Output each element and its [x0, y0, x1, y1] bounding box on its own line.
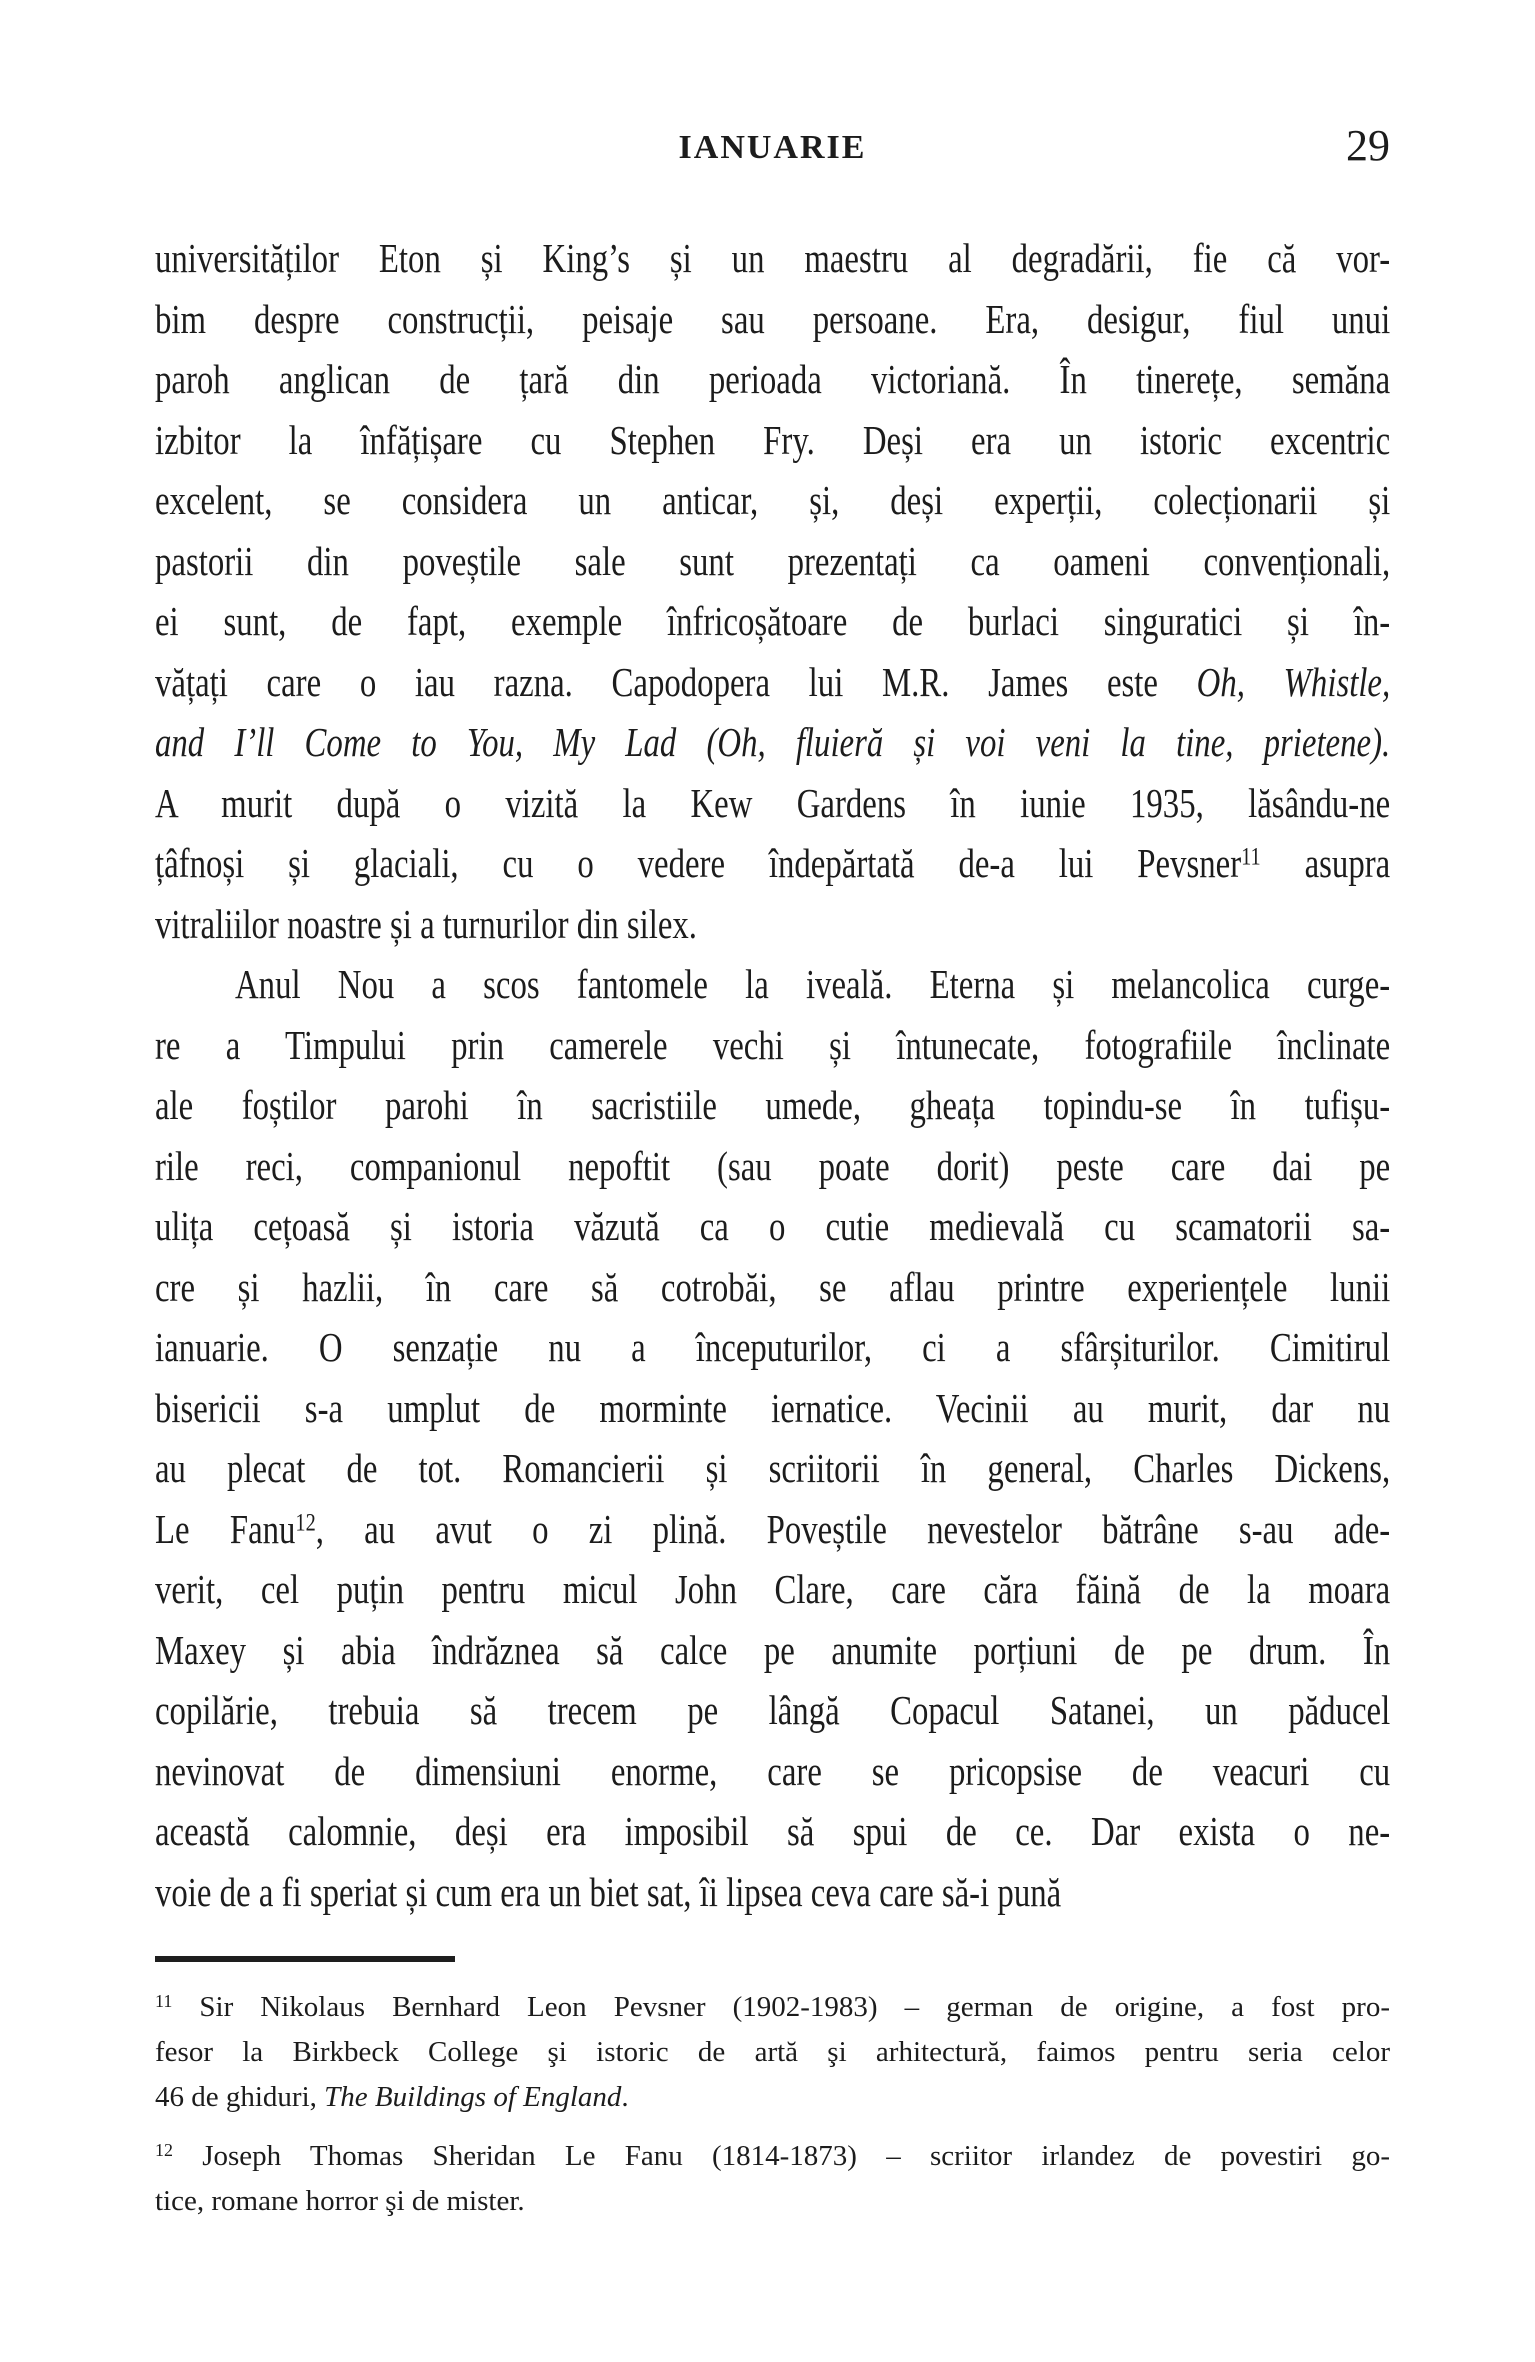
text-segment: Anul Nou a scos fantomele la iveală. Eterna și melancolica curge- — [235, 961, 1391, 1007]
text-segment: țâfnoși și glaciali, cu o vedere îndepărtată de-a lui Pevsner — [155, 840, 1242, 886]
text-segment: Le Fanu — [155, 1505, 296, 1552]
text-segment: 46 de ghiduri, — [155, 2081, 325, 2113]
text-line — [155, 289, 1390, 350]
text-line — [155, 1257, 1390, 1318]
text-segment: rile reci, companionul nepoftit (sau poate dorit) peste care dai pe — [155, 1142, 1391, 1189]
text-line — [155, 1317, 1390, 1378]
footnote — [155, 1985, 1390, 2120]
text-segment: Maxey și abia îndrăznea să calce pe anumite porțiuni de pe drum. În — [155, 1626, 1391, 1673]
text-segment: vățați care o iau razna. Capodopera lui M.R. James este — [155, 658, 1197, 705]
text-segment: Sir Nikolaus Bernhard Leon Pevsner (1902-1983) – german de origine, a fost pro- — [172, 1991, 1390, 2023]
text-line — [155, 1680, 1390, 1741]
text-line — [155, 591, 1390, 652]
running-header — [155, 121, 1390, 171]
text-segment: nevinovat de dimensiuni enorme, care se pricopsise de veacuri cu — [155, 1747, 1391, 1794]
text-segment: ianuarie. O senzație nu a începuturilor, ci a sfârșiturilor. Cimitirul — [155, 1324, 1391, 1370]
text-segment: bisericii s-a umplut de morminte iernatice. Vecinii au murit, dar nu — [155, 1384, 1391, 1431]
text-segment: pastorii din poveștile sale sunt prezentați ca oameni convenționali, — [155, 537, 1391, 584]
text-segment: A murit după o vizită la Kew Gardens în iunie 1935, lăsându-ne — [155, 779, 1391, 826]
footnote-reference: 12 — [295, 1507, 316, 1536]
text-line — [155, 410, 1390, 471]
text-segment: paroh anglican de țară din perioada victoriană. În tinerețe, semăna — [155, 356, 1391, 402]
text-line — [155, 1741, 1390, 1802]
text-line — [155, 954, 1390, 1015]
text-line — [155, 1075, 1390, 1136]
footnote-separator — [155, 1956, 455, 1962]
footnotes — [155, 1985, 1390, 2224]
body-text — [155, 228, 1390, 1922]
footnote-line — [155, 2075, 1390, 2120]
paragraph — [155, 228, 1390, 954]
paragraph — [155, 954, 1390, 1922]
page-number: 29 — [1346, 121, 1390, 170]
text-line — [155, 1559, 1390, 1620]
text-line — [155, 894, 1390, 955]
footnote-line — [155, 2134, 1390, 2179]
text-line — [155, 1499, 1390, 1560]
text-segment: vitraliilor noastre și a turnurilor din silex. — [155, 900, 698, 947]
italic-text: and I’ll Come to You, My Lad (Oh, fluieră și voi veni la tine, prietene). — [155, 719, 1391, 765]
text-segment: copilărie, trebuia să trecem pe lângă Copacul Satanei, un păducel — [155, 1687, 1391, 1733]
text-segment: voie de a fi speriat și cum era un biet sat, îi lipsea ceva care să-i pună — [155, 1868, 1062, 1915]
text-segment: au plecat de tot. Romancierii și scriitorii în general, Charles Dickens, — [155, 1445, 1391, 1491]
text-segment: fesor la Birkbeck College şi istoric de artă şi arhitectură, faimos pentru seria celor — [155, 2036, 1390, 2068]
footnote-line — [155, 2030, 1390, 2075]
footnote — [155, 2134, 1390, 2224]
footnote-marker: 12 — [155, 2140, 173, 2161]
text-line — [155, 228, 1390, 289]
text-line — [155, 652, 1390, 713]
text-segment: universităților Eton și King’s și un maestru al degradării, fie că vor- — [155, 235, 1391, 281]
text-line — [155, 349, 1390, 410]
text-line — [155, 1862, 1390, 1923]
text-segment: . — [621, 2081, 629, 2113]
text-line — [155, 1801, 1390, 1862]
text-segment: această calomnie, deși era imposibil să spui de ce. Dar exista o ne- — [155, 1808, 1391, 1854]
text-line — [155, 1196, 1390, 1257]
text-line — [155, 1136, 1390, 1197]
italic-text: The Buildings of England — [324, 2081, 622, 2113]
text-line — [155, 470, 1390, 531]
text-segment: bim despre construcții, peisaje sau persoane. Era, desigur, fiul unui — [155, 295, 1391, 342]
text-line — [155, 1620, 1390, 1681]
text-line — [155, 773, 1390, 834]
text-line — [155, 712, 1390, 773]
footnote-reference: 11 — [1241, 842, 1261, 871]
text-line — [155, 1438, 1390, 1499]
text-segment: excelent, se considera un anticar, și, deși experții, colecționarii și — [155, 477, 1391, 523]
text-segment: izbitor la înfățișare cu Stephen Fry. Deși era un istoric excentric — [155, 416, 1391, 463]
text-segment: verit, cel puțin pentru micul John Clare, care căra făină de la moara — [155, 1566, 1391, 1612]
footnote-line — [155, 1985, 1390, 2030]
text-line — [155, 833, 1390, 894]
text-segment: re a Timpului prin camerele vechi și întunecate, fotografiile înclinate — [155, 1021, 1391, 1068]
text-segment: ei sunt, de fapt, exemple înfricoșătoare de burlaci singuratici și în- — [155, 598, 1391, 644]
text-segment: ulița cețoasă și istoria văzută ca o cutie medievală cu scamatorii sa- — [155, 1203, 1391, 1249]
text-line — [155, 531, 1390, 592]
text-line — [155, 1378, 1390, 1439]
text-segment: ale foștilor parohi în sacristiile umede, gheața topindu-se în tufișu- — [155, 1082, 1391, 1128]
text-segment: Joseph Thomas Sheridan Le Fanu (1814-1873) – scriitor irlandez de povestiri go- — [172, 2140, 1390, 2172]
text-segment: asupra — [1260, 840, 1391, 886]
footnote-line — [155, 2179, 1390, 2224]
text-segment: , au avut o zi plină. Poveștile nevestelor bătrâne s-au ade- — [315, 1505, 1391, 1552]
text-segment: tice, romane horror şi de mister. — [155, 2185, 525, 2217]
text-segment: cre și hazlii, în care să cotrobăi, se aflau printre experiențele lunii — [155, 1263, 1391, 1310]
italic-text: Oh, Whistle, — [1196, 658, 1391, 705]
footnote-marker: 11 — [155, 1991, 173, 2012]
text-line — [155, 1015, 1390, 1076]
chapter-title: IANUARIE — [678, 129, 867, 166]
